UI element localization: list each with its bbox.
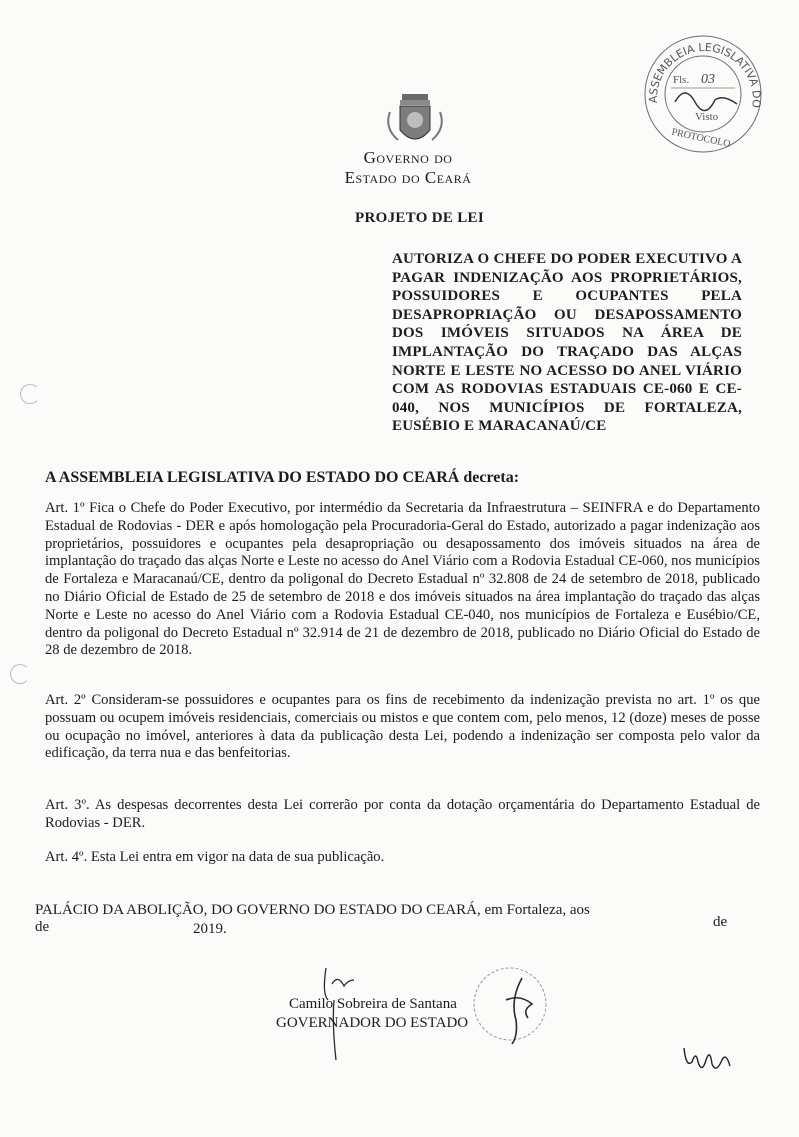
handwritten-initials [680,1040,740,1080]
article-2: Art. 2º Consideram-se possuidores e ocupantes para os fins de recebimento da indenização prevista no art. 1º os que possuam ou ocupem imóveis residenciais, comerciais ou mistos e que contem com, pelo menos, 12 (doze) meses de posse ou ocupação no imóvel, anteriores à data da publicação desta Lei, podendo a indenização ser composta pelo valor da edificação, da terra nua e das benfeitorias. [45,692,760,762]
stamp-bottom-text: PROTOCOLO [670,126,732,150]
signature-seal [470,960,570,1050]
government-line-1: Governo do [363,148,453,167]
state-crest-logo [380,92,450,152]
government-line-2: Estado do Ceará [344,168,472,187]
ementa-text: AUTORIZA O CHEFE DO PODER EXECUTIVO A PAGAR INDENIZAÇÃO AOS PROPRIETÁRIOS, POSSUIDORES E OCUPANTES PELA DESAPROPRIAÇÃO OU DESAPOSSAMENTO DOS IMÓVEIS SITUADOS NA ÁREA DE IMPLANTAÇÃO DO TRAÇADO DAS ALÇAS NORTE E LESTE NO ACESSO DO ANEL VIÁRIO COM AS RODOVIAS ESTADUAIS CE-060 E CE-040, NOS MUNICÍPIOS DE FORTALEZA, EUSÉBIO E MARACANAÚ/CE [392,251,742,435]
closing-de-right: de [713,914,728,930]
svg-text:ASSEMBLEIA LEGISLATIVA DO CEAR [637,28,763,109]
signer-role: GOVERNADOR DO ESTADO [276,1015,469,1031]
government-header [318,148,498,188]
signer-name: Camilo Sobreira de Santana [289,996,457,1012]
closing-year: 2019. [193,921,227,937]
decree-heading: A ASSEMBLEIA LEGISLATIVA DO ESTADO DO CEARÁ decreta: [45,469,520,486]
page-title: PROJETO DE LEI [355,210,484,226]
closing-line: PALÁCIO DA ABOLIÇÃO, DO GOVERNO DO ESTADO DO CEARÁ, em Fortaleza, aos [35,902,590,918]
stamp-ring-text: ASSEMBLEIA LEGISLATIVA DO [646,40,763,109]
stamp-folio-label: Fls. [673,74,690,86]
punch-hole-mark [20,384,40,404]
protocol-stamp [637,28,767,158]
stamp-folio-value: 03 [701,72,715,87]
article-4: Art. 4º. Esta Lei entra em vigor na data de sua publicação. [45,849,385,865]
punch-hole-mark [10,664,30,684]
stamp-visto-label: Visto [695,111,719,123]
closing-de-left: de [35,919,50,935]
article-1: Art. 1º Fica o Chefe do Poder Executivo, por intermédio da Secretaria da Infraestrutura – SEINFRA e do Departamento Estadual de Rodovias - DER e após homologação pela Procuradoria-Geral do Estado, autorizado a pagar indenização aos proprietários, possuidores e ocupantes pela desapropriação ou desapossamento dos imóveis situados na área de implantação do traçado das alças Norte e Leste no acesso do Anel Viário com a Rodovia Estadual CE-060, nos municípios de Fortaleza e Maracanaú/CE, dentro da poligonal do Decreto Estadual nº 32.808 de 24 de setembro de 2018, publicado no Diário Oficial de Estado de 25 de setembro de 2018 e dos imóveis situados na área implantação do traçado das alças Norte e Leste no acesso do Anel Viário com a Rodovia Estadual CE-040, nos municípios de Fortaleza e Eusébio/CE, dentro da poligonal do Decreto Estadual nº 32.914 de 21 de dezembro de 2018, publicado no Diário Oficial do Estado de 28 de dezembro de 2018. [45,500,760,659]
handwritten-signature [312,964,392,1064]
article-3: Art. 3º. As despesas decorrentes desta Lei correrão por conta da dotação orçamentária do Departamento Estadual de Rodovias - DER. [45,797,760,831]
